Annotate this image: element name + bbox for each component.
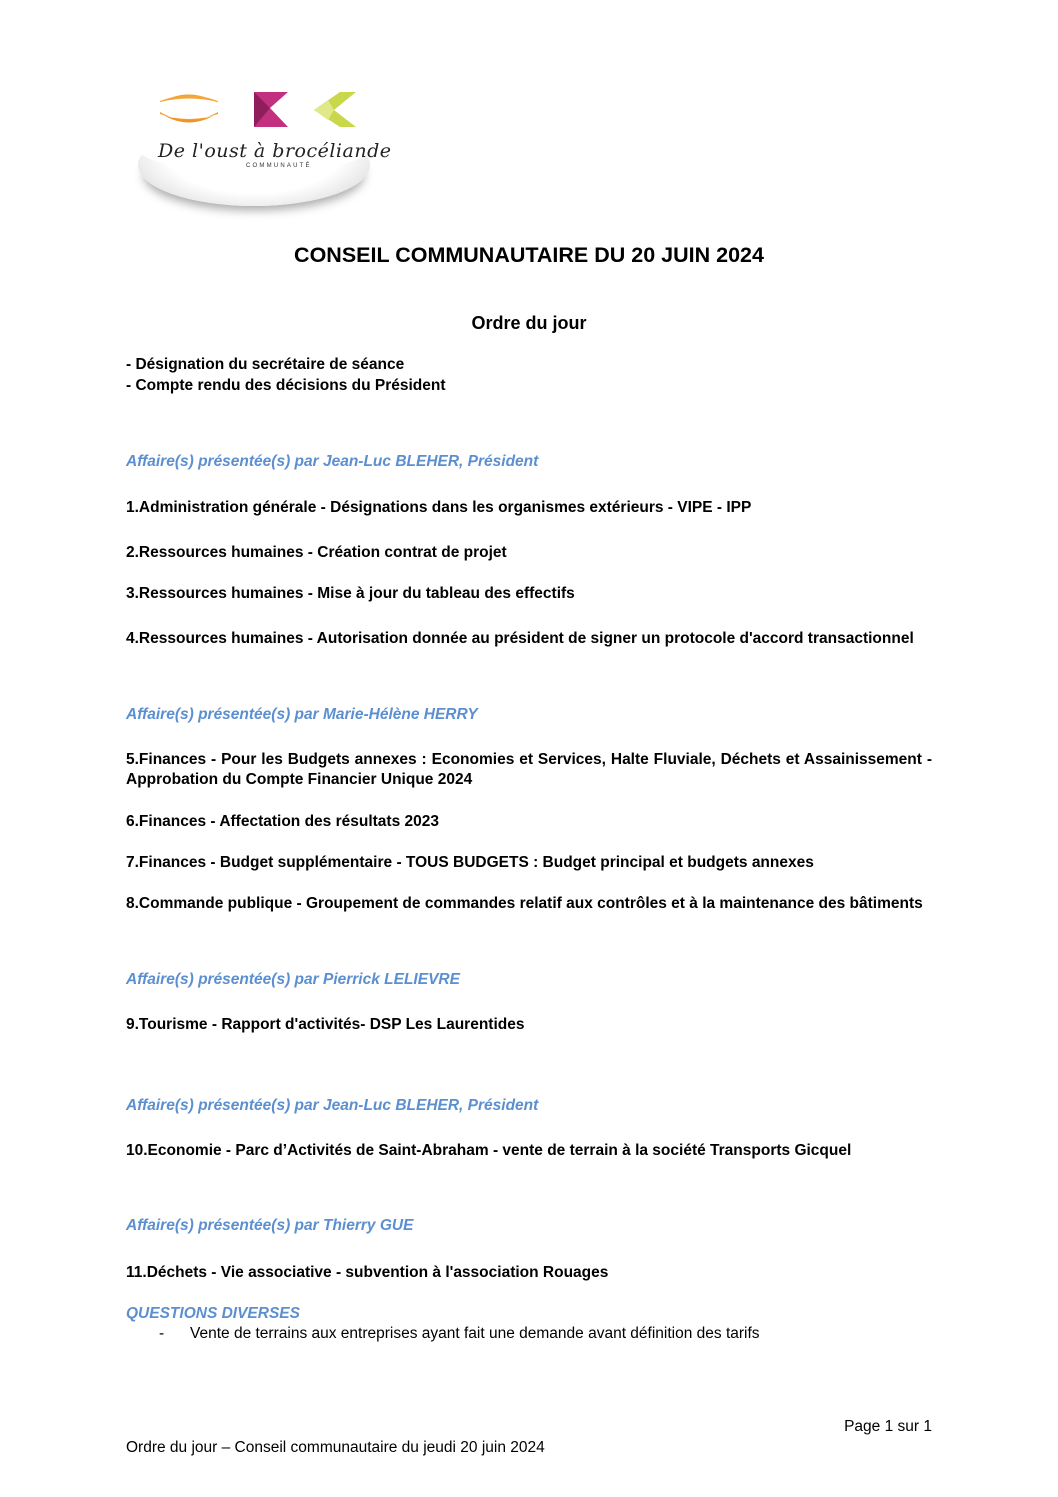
logo-shapes-icon: [156, 88, 356, 130]
presenter-heading: Affaire(s) présentée(s) par Marie-Hélène HERRY: [126, 706, 478, 723]
agenda-item: 7.Finances - Budget supplémentaire - TOUS BUDGETS : Budget principal et budgets annexes: [126, 854, 814, 871]
agenda-item: 11.Déchets - Vie associative - subvention à l'association Rouages: [126, 1264, 609, 1281]
page-title: CONSEIL COMMUNAUTAIRE DU 20 JUIN 2024: [294, 243, 764, 267]
preliminary-item: - Désignation du secrétaire de séance: [126, 356, 405, 373]
bullet-dash: -: [159, 1325, 165, 1342]
agenda-item: 1.Administration générale - Désignations dans les organismes extérieurs - VIPE - IPP: [126, 499, 752, 516]
questions-diverses-heading: QUESTIONS DIVERSES: [126, 1305, 300, 1322]
preliminary-item: - Compte rendu des décisions du Président: [126, 377, 446, 394]
logo-text: De l'oust à brocéliande: [158, 140, 392, 162]
presenter-heading: Affaire(s) présentée(s) par Jean-Luc BLEHER, Président: [126, 453, 539, 470]
agenda-heading: Ordre du jour: [471, 313, 587, 333]
agenda-item: 4.Ressources humaines - Autorisation donnée au président de signer un protocole d'accord transactionnel: [126, 630, 914, 647]
agenda-item: 10.Economie - Parc d’Activités de Saint-Abraham - vente de terrain à la société Transports Gicquel: [126, 1142, 852, 1159]
agenda-item: 9.Tourisme - Rapport d'activités- DSP Les Laurentides: [126, 1016, 525, 1033]
questions-diverses-item: [126, 1324, 932, 1344]
agenda-item: 3.Ressources humaines - Mise à jour du tableau des effectifs: [126, 585, 575, 602]
agenda-item: 2.Ressources humaines - Création contrat de projet: [126, 544, 507, 561]
presenter-heading: Affaire(s) présentée(s) par Jean-Luc BLEHER, Président: [126, 1097, 539, 1114]
agenda-item: 6.Finances - Affectation des résultats 2023: [126, 813, 439, 830]
logo: [138, 84, 392, 209]
agenda-item: 5.Finances - Pour les Budgets annexes : Economies et Services, Halte Fluviale, Déchets et Assainissement - Approbation du Compte Financier Unique 2024: [126, 751, 932, 788]
logo-subtext: COMMUNAUTÉ: [246, 163, 312, 169]
questions-diverses-text: Vente de terrains aux entreprises ayant fait une demande avant définition des tarifs: [190, 1325, 760, 1342]
page-number: Page 1 sur 1: [844, 1418, 932, 1435]
presenter-heading: Affaire(s) présentée(s) par Pierrick LELIEVRE: [126, 971, 460, 988]
presenter-heading: Affaire(s) présentée(s) par Thierry GUE: [126, 1217, 414, 1234]
footer-text: Ordre du jour – Conseil communautaire du jeudi 20 juin 2024: [126, 1439, 545, 1456]
agenda-item: 8.Commande publique - Groupement de commandes relatif aux contrôles et à la maintenance des bâtiments: [126, 895, 923, 912]
